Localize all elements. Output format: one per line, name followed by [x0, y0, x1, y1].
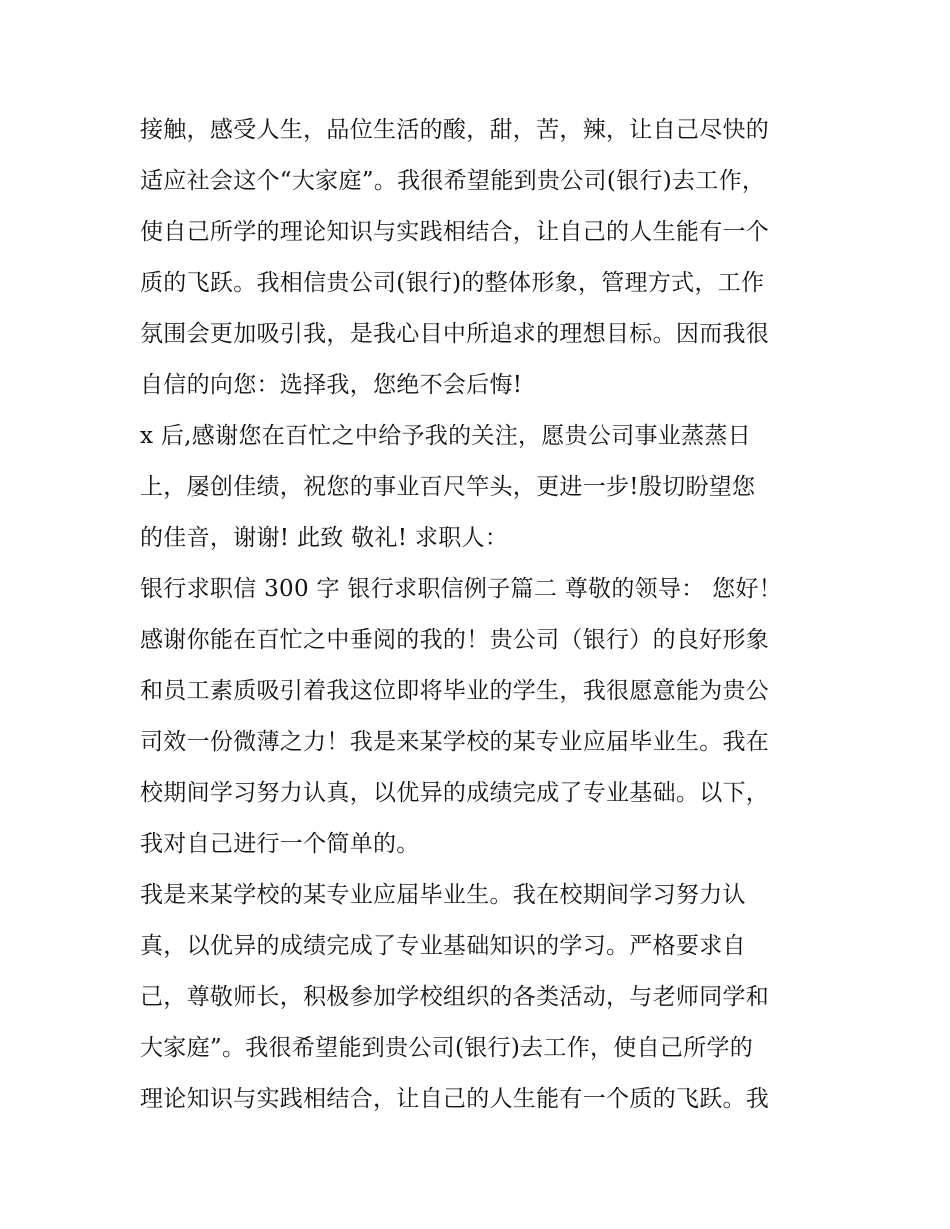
text-line: 使自己所学的理论知识与实践相结合，让自己的人生能有一个 — [140, 219, 770, 245]
text-line: 我是来某学校的某专业应届毕业生。我在校期间学习努力认 — [140, 882, 746, 908]
text-line: 适应社会这个“大家庭”。我很希望能到贵公司(银行)去工作， — [140, 168, 766, 194]
text-line: 己，尊敬师长，积极参加学校组织的各类活动，与老师同学和 — [140, 984, 770, 1010]
text-line: 上，屡创佳绩，祝您的事业百尺竿头，更进一步!殷切盼望您 — [140, 474, 756, 500]
text-line: 司效一份微薄之力！我是来某学校的某专业应届毕业生。我在 — [140, 729, 770, 755]
text-line: 感谢你能在百忙之中垂阅的我的！贵公司（银行）的良好形象 — [140, 627, 770, 653]
text-line: 大家庭”。我很希望能到贵公司(银行)去工作，使自己所学的 — [140, 1035, 754, 1061]
body-text — [140, 105, 820, 1125]
text-line: 校期间学习努力认真，以优异的成绩完成了专业基础。以下， — [140, 780, 770, 806]
text-line: 银行求职信 300 字 银行求职信例子篇二 尊敬的领导： 您好！ — [140, 576, 783, 602]
text-line: 质的飞跃。我相信贵公司(银行)的整体形象，管理方式，工作 — [140, 270, 765, 296]
text-line: 真，以优异的成绩完成了专业基础知识的学习。严格要求自 — [140, 933, 746, 959]
text-line: 自信的向您：选择我，您绝不会后悔! — [140, 372, 523, 398]
text-line: 接触，感受人生，品位生活的酸，甜，苦，辣，让自己尽快的 — [140, 117, 770, 143]
text-line: 的佳音，谢谢! 此致 敬礼! 求职人： — [140, 525, 509, 551]
text-line: x 后,感谢您在百忙之中给予我的关注，愿贵公司事业蒸蒸日 — [140, 423, 751, 449]
text-line: 我对自己进行一个简单的。 — [140, 831, 420, 857]
text-line: 理论知识与实践相结合，让自己的人生能有一个质的飞跃。我 — [140, 1086, 770, 1112]
text-line: 氛围会更加吸引我，是我心目中所追求的理想目标。因而我很 — [140, 321, 770, 347]
text-line: 和员工素质吸引着我这位即将毕业的学生，我很愿意能为贵公 — [140, 678, 770, 704]
